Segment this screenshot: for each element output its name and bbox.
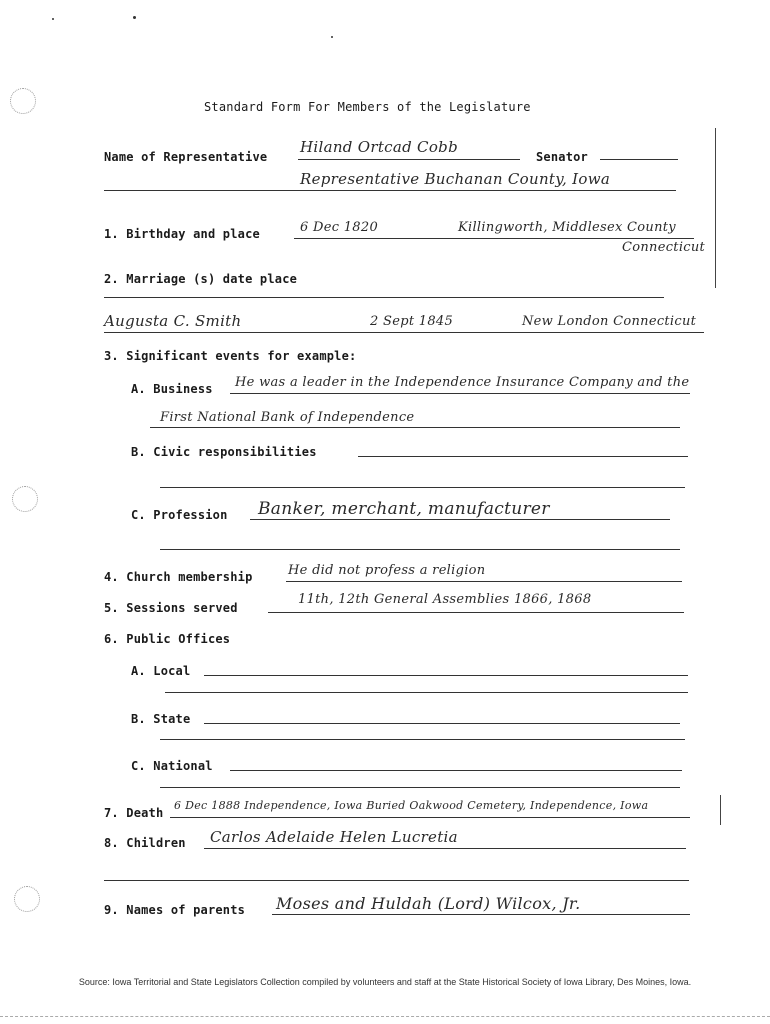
marriage-date-value: 2 Sept 1845 [370, 314, 454, 329]
state-rule [204, 723, 680, 724]
birth-place-value-2: Connecticut [622, 240, 706, 255]
business-value-2: First National Bank of Independence [160, 410, 415, 425]
church-rule [286, 581, 682, 582]
punch-hole-mark [14, 886, 40, 912]
county-rule [104, 190, 676, 191]
spouse-value: Augusta C. Smith [104, 312, 242, 330]
name-value: Hiland Ortcad Cobb [300, 138, 458, 156]
source-caption: Source: Iowa Territorial and State Legislators Collection compiled by volunteers and staff at the State Historical Society of Iowa Library, Des Moines, Iowa. [78, 977, 692, 987]
state-rule-2 [160, 739, 685, 740]
children-rule-2 [104, 880, 689, 881]
profession-label: C. Profession [131, 508, 228, 522]
death-value: 6 Dec 1888 Independence, Iowa Buried Oakwood Cemetery, Independence, Iowa [174, 799, 649, 812]
sessions-rule [268, 612, 684, 613]
marriage-place-value: New London Connecticut [522, 314, 697, 329]
business-value-1: He was a leader in the Independence Insurance Company and the [235, 375, 690, 390]
marriage-rule-top [104, 297, 664, 298]
national-rule [230, 770, 682, 771]
church-label: 4. Church membership [104, 570, 253, 584]
local-label: A. Local [131, 664, 191, 678]
business-rule [230, 393, 690, 394]
death-rule [170, 817, 690, 818]
civic-rule-2 [160, 487, 685, 488]
birthday-rule [294, 238, 694, 239]
county-value: Representative Buchanan County, Iowa [300, 170, 611, 188]
parents-rule [272, 914, 690, 915]
scan-speck [133, 16, 136, 19]
marriage-rule [104, 332, 704, 333]
scan-speck [331, 36, 333, 38]
national-label: C. National [131, 759, 213, 773]
profession-rule-2 [160, 549, 680, 550]
sessions-label: 5. Sessions served [104, 601, 238, 615]
profession-rule [250, 519, 670, 520]
local-rule [204, 675, 688, 676]
events-label: 3. Significant events for example: [104, 349, 357, 363]
birth-place-value: Killingworth, Middlesex County [458, 220, 676, 235]
senator-rule [600, 159, 678, 160]
business-label: A. Business [131, 382, 213, 396]
death-label: 7. Death [104, 806, 164, 820]
name-rule [298, 159, 520, 160]
state-label: B. State [131, 712, 191, 726]
punch-hole-mark [10, 88, 36, 114]
church-value: He did not profess a religion [288, 563, 486, 578]
margin-line [715, 128, 716, 288]
form-title: Standard Form For Members of the Legislature [204, 100, 531, 114]
margin-line [720, 795, 721, 825]
birth-date-value: 6 Dec 1820 [300, 220, 379, 235]
children-label: 8. Children [104, 836, 186, 850]
civic-label: B. Civic responsibilities [131, 445, 317, 459]
name-label: Name of Representative [104, 150, 268, 164]
sessions-value: 11th, 12th General Assemblies 1866, 1868 [298, 592, 592, 607]
business-rule-2 [150, 427, 680, 428]
punch-hole-mark [12, 486, 38, 512]
birthday-label: 1. Birthday and place [104, 227, 260, 241]
civic-rule [358, 456, 688, 457]
parents-value: Moses and Huldah (Lord) Wilcox, Jr. [276, 894, 581, 913]
parents-label: 9. Names of parents [104, 903, 246, 917]
marriage-label: 2. Marriage (s) date place [104, 272, 298, 286]
local-rule-2 [165, 692, 688, 693]
senator-label: Senator [536, 150, 588, 164]
scan-bottom-edge [0, 1016, 770, 1017]
public-offices-label: 6. Public Offices [104, 632, 231, 646]
children-value: Carlos Adelaide Helen Lucretia [210, 828, 458, 846]
national-rule-2 [160, 787, 680, 788]
children-rule [204, 848, 686, 849]
scan-speck [52, 18, 54, 20]
profession-value: Banker, merchant, manufacturer [258, 499, 550, 519]
